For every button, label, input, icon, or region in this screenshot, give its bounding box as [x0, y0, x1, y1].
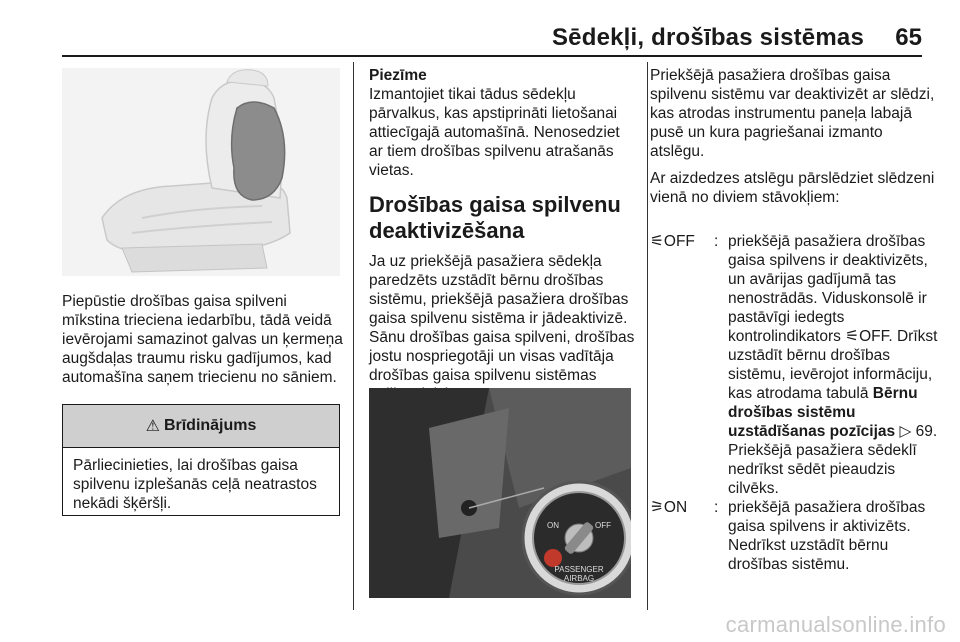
switch-position-list — [650, 232, 940, 574]
note-text: Izmantojiet tikai tādus sēdekļu pārvalkus, kas apstiprināti lietošanai attiecīgajā automašīnā. Nenosedziet ar tiem drošības spilvenu atrašanās vietas. — [369, 86, 620, 179]
switch-off-label: OFF — [595, 521, 611, 530]
airbag-off-indicator-icon: ⚟ — [845, 328, 860, 345]
seat-airbag-illustration — [62, 68, 340, 276]
warning-title: Brīdinājums — [163, 417, 257, 434]
right-para-2: Ar aizdedzes atslēgu pārslēdziet slēdzeni vienā no diviem stāvokļiem: — [650, 170, 935, 206]
switch-airbag-label: AIRBAG — [563, 574, 595, 583]
side-airbag-shape — [232, 102, 285, 200]
warning-header — [63, 405, 339, 448]
page-ref-arrow-icon: ▷ — [899, 423, 912, 440]
header-rule — [62, 55, 922, 57]
left-column-text — [62, 292, 344, 387]
note-title: Piezīme — [369, 67, 427, 84]
off-description: priekšējā pasažiera drošības gaisa spilvens ir deaktivizēts, un avārijas gadījumā tas nenostrādās. Viduskonsolē ir pastāvīgi iedegts kontrolindikators ⚟OFF. Drīkst uzstādīt bērnu drošības sistēmu, ievērojot informāciju, kas atrodama tabulā Bērnu drošības sistēmu uzstādīšanas pozīcijas ▷ 69. Priekšējā pasažiera sēdeklī nedrīkst sēdēt pieaudzis cilvēks. — [728, 233, 938, 497]
warning-text: Pārliecinieties, lai drošības gaisa spilvenu izplešanās ceļā neatrastos nekādi šķēršļi. — [73, 457, 317, 512]
page-title: Sēdekļi, drošības sistēmas — [551, 24, 864, 51]
page-number: 65 — [895, 24, 922, 51]
page-reference: 69 — [915, 423, 933, 440]
figure-caption: Piepūstie drošības gaisa spilveni mīkstina trieciena iedarbību, tādā veidā ievērojami samazinot galvas un ķermeņa augšdaļas traumu risku gadījumos, kad automašīna saņem triecienu no sāniem. — [62, 293, 343, 386]
switch-on-label: ON — [547, 521, 559, 530]
column-divider-2 — [647, 62, 648, 610]
page-header — [0, 0, 960, 56]
on-term: ON — [663, 499, 688, 516]
warning-box — [62, 404, 340, 516]
on-definition: ⚞ON : priekšējā pasažiera drošības gaisa spilvens ir aktivizēts. Nedrīkst uzstādīt bērnu drošības sistēmu. — [650, 498, 940, 574]
table-reference: Bērnu drošības sistēmu uzstādīšanas pozīcijas — [728, 385, 918, 440]
section-heading: Drošības gaisa spilvenu deaktivizēšana — [369, 192, 621, 243]
off-definition: ⚟OFF : priekšējā pasažiera drošības gaisa spilvens ir deaktivizēts, un avārijas gadījumā tas nenostrādās. Viduskonsolē ir pastāvīgi iedegts kontrolindikators ⚟OFF. Drīkst uzstādīt bērnu drošības sistēmu, ievērojot informāciju, kas atrodama tabulā Bērnu drošības sistēmu uzstādīšanas pozīcijas ▷ 69. Priekšējā pasažiera sēdeklī nedrīkst sēdēt pieaudzis cilvēks. — [650, 232, 940, 498]
airbag-off-icon: ⚟ — [650, 233, 664, 250]
on-description: priekšējā pasažiera drošības gaisa spilvens ir aktivizēts. Nedrīkst uzstādīt bērnu drošības sistēmu. — [728, 499, 926, 573]
column-divider-1 — [353, 62, 354, 610]
airbag-switch-photo — [369, 388, 631, 598]
watermark: carmanualsonline.info — [725, 612, 946, 637]
warning-triangle-icon: ⚠ — [145, 418, 160, 435]
off-term: OFF — [663, 233, 695, 250]
right-column-text — [650, 66, 940, 207]
middle-column-text — [369, 66, 637, 404]
switch-passenger-label: PASSENGER — [554, 565, 604, 574]
airbag-on-icon: ⚞ — [650, 499, 664, 516]
section-paragraph: Ja uz priekšējā pasažiera sēdekļa paredzēts uzstādīt bērnu drošības sistēmu, priekšējā pasažiera drošības gaisa spilvenu sistēma ir jādeaktivizē. Sānu drošības gaisa spilveni, drošības jostu nospriegotāji un visas vadītāja drošības gaisa spilvenu sistēmas — [369, 253, 635, 384]
right-para-1: Priekšējā pasažiera drošības gaisa spilvenu sistēmu var deaktivizēt ar slēdzi, kas atrodas instrumentu paneļa labajā pusē un kura pagriešanai izmanto atslēgu. — [650, 67, 935, 160]
